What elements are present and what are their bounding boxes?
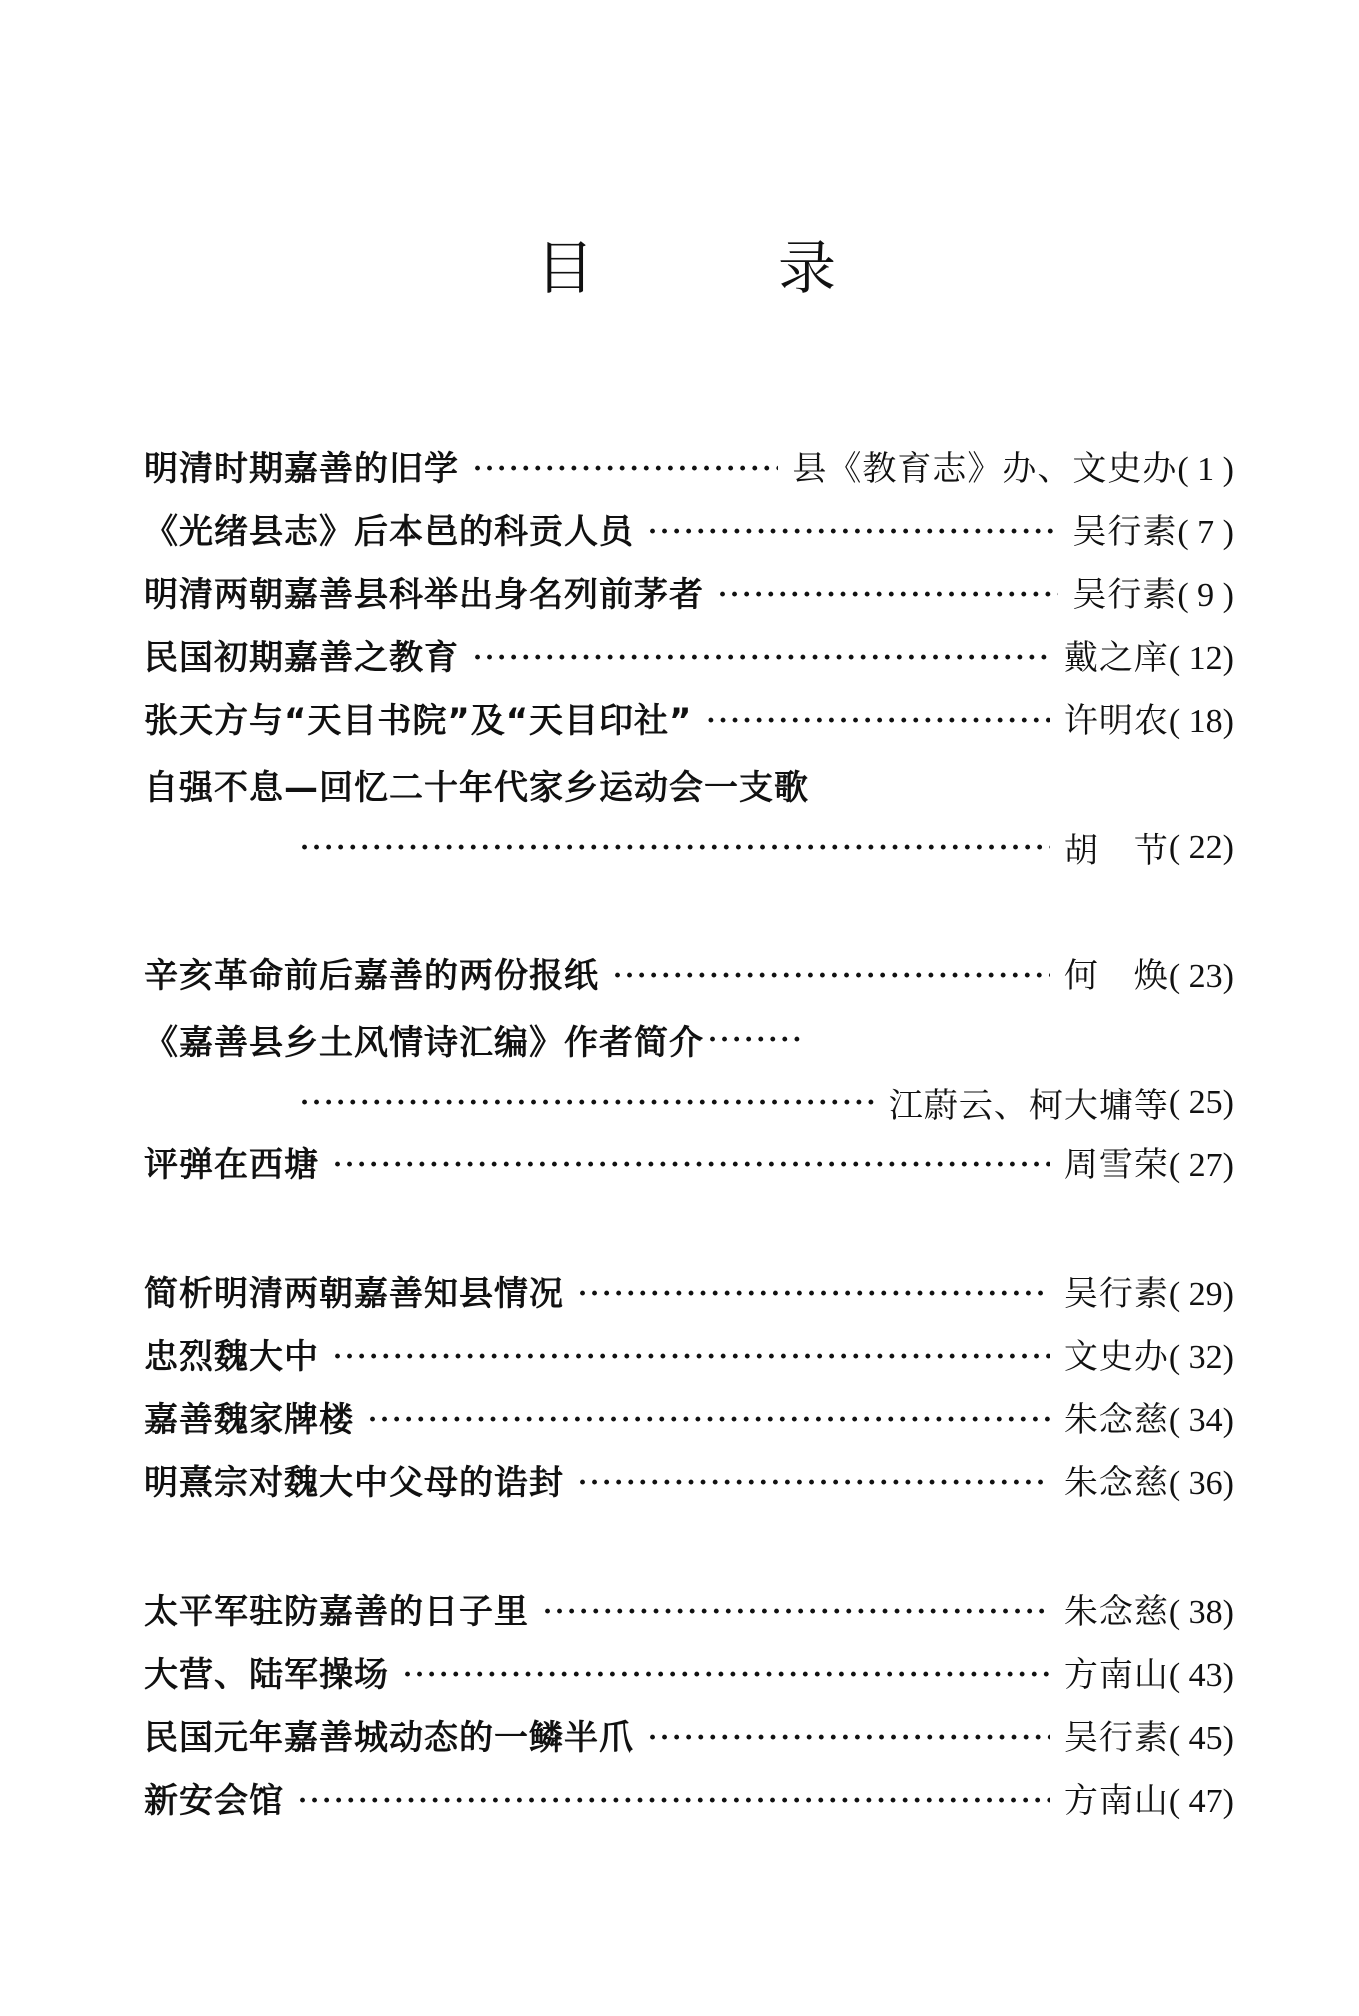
toc-entry[interactable] — [144, 1707, 1234, 1770]
toc-entry-wrapped-leader[interactable] — [144, 816, 1234, 879]
toc-entry[interactable] — [144, 501, 1234, 564]
entry-title: 民国元年嘉善城动态的一鳞半爪 — [144, 1718, 634, 1758]
entry-author: 胡 节 — [1063, 831, 1169, 871]
entry-page: ( 12) — [1168, 640, 1234, 677]
entry-author: 朱念慈 — [1063, 1463, 1169, 1503]
entry-title: 嘉善魏家牌楼 — [144, 1400, 354, 1440]
leader-dots — [648, 1707, 1050, 1770]
entry-page: ( 7 ) — [1177, 514, 1234, 551]
entry-page: ( 9 ) — [1177, 577, 1234, 614]
entry-title: 简析明清两朝嘉善知县情况 — [144, 1274, 564, 1314]
leader-dots — [578, 1452, 1050, 1515]
entry-title: 忠烈魏大中 — [144, 1337, 319, 1377]
leader-dots — [648, 501, 1058, 564]
entry-author: 朱念慈 — [1063, 1400, 1169, 1440]
entry-author: 吴行素 — [1072, 512, 1178, 552]
entry-page: ( 27) — [1168, 1147, 1234, 1184]
toc-list — [144, 438, 1234, 1833]
leader-dots — [473, 627, 1050, 690]
toc-entry[interactable] — [144, 1326, 1234, 1389]
entry-page: ( 32) — [1168, 1339, 1234, 1376]
entry-title: 评弹在西塘 — [144, 1145, 319, 1185]
leader-dots — [333, 1134, 1050, 1197]
leader-dots — [300, 833, 1050, 863]
entry-author: 吴行素 — [1063, 1718, 1169, 1758]
page-title — [0, 228, 1359, 308]
entry-author: 吴行素 — [1063, 1274, 1169, 1314]
toc-entry[interactable] — [144, 945, 1234, 1008]
entry-title: 新安会馆 — [144, 1781, 284, 1821]
entry-title: 明熹宗对魏大中父母的诰封 — [144, 1463, 564, 1503]
entry-page: ( 23) — [1168, 958, 1234, 995]
toc-entry[interactable] — [144, 1134, 1234, 1197]
entry-author: 县《教育志》办、文史办 — [792, 449, 1178, 489]
entry-title: 《光绪县志》后本邑的科贡人员 — [144, 512, 634, 552]
leader-dots — [543, 1581, 1050, 1644]
entry-page: ( 47) — [1168, 1783, 1234, 1820]
toc-entry[interactable] — [144, 1389, 1234, 1452]
leader-dots — [298, 1770, 1050, 1833]
leader-dots — [368, 1389, 1050, 1452]
entry-title: 自强不息—回忆二十年代家乡运动会一支歌 — [144, 768, 809, 808]
entry-author: 戴之庠 — [1063, 638, 1169, 678]
entry-author: 周雪荣 — [1063, 1145, 1169, 1185]
entry-author: 朱念慈 — [1063, 1592, 1169, 1632]
entry-author: 文史办 — [1063, 1337, 1169, 1377]
toc-entry[interactable] — [144, 438, 1234, 501]
toc-entry[interactable] — [144, 627, 1234, 690]
entry-author: 何 焕 — [1063, 956, 1169, 996]
toc-entry[interactable] — [144, 1644, 1234, 1707]
entry-page: ( 36) — [1168, 1465, 1234, 1502]
leader-dots — [578, 1263, 1050, 1326]
title-char-2: 录 — [778, 234, 837, 302]
entry-page: ( 18) — [1168, 703, 1234, 740]
entry-page: ( 25) — [1168, 1083, 1234, 1121]
toc-entry[interactable] — [144, 1452, 1234, 1515]
title-char-1: 目 — [536, 234, 595, 302]
leader-dots — [300, 1088, 875, 1118]
entry-title: 张天方与“天目书院”及“天目印社” — [144, 701, 693, 741]
toc-entry[interactable] — [144, 1263, 1234, 1326]
entry-page: ( 34) — [1168, 1402, 1234, 1439]
entry-author: 方南山 — [1063, 1655, 1169, 1695]
toc-entry[interactable] — [144, 1770, 1234, 1833]
entry-author: 江蔚云、柯大墉等 — [888, 1086, 1169, 1126]
leader-dots — [718, 564, 1058, 627]
entry-page: ( 22) — [1168, 828, 1234, 866]
entry-title: 明清时期嘉善的旧学 — [144, 449, 459, 489]
entry-title: 《嘉善县乡土风情诗汇编》作者简介 — [144, 1023, 704, 1063]
leader-dots — [613, 945, 1050, 1008]
entry-page: ( 38) — [1168, 1594, 1234, 1631]
leader-dots — [706, 690, 1049, 753]
entry-title: 民国初期嘉善之教育 — [144, 638, 459, 678]
entry-title: 大营、陆军操场 — [144, 1655, 389, 1695]
toc-entry-wrapped-title[interactable] — [144, 753, 1234, 816]
toc-entry-wrapped-title[interactable] — [144, 1008, 1234, 1071]
entry-author: 许明农 — [1063, 701, 1169, 741]
entry-title: 辛亥革命前后嘉善的两份报纸 — [144, 956, 599, 996]
leader-dots: ········ — [708, 1024, 805, 1055]
leader-dots — [473, 438, 778, 501]
entry-title: 明清两朝嘉善县科举出身名列前茅者 — [144, 575, 704, 615]
toc-entry-wrapped-leader[interactable] — [144, 1071, 1234, 1134]
toc-entry[interactable] — [144, 564, 1234, 627]
entry-page: ( 45) — [1168, 1720, 1234, 1757]
entry-author: 吴行素 — [1072, 575, 1178, 615]
leader-dots — [403, 1644, 1050, 1707]
toc-entry[interactable] — [144, 690, 1234, 753]
entry-author: 方南山 — [1063, 1781, 1169, 1821]
entry-page: ( 29) — [1168, 1276, 1234, 1313]
entry-page: ( 43) — [1168, 1657, 1234, 1694]
leader-dots — [333, 1326, 1050, 1389]
toc-entry[interactable] — [144, 1581, 1234, 1644]
entry-title: 太平军驻防嘉善的日子里 — [144, 1592, 529, 1632]
entry-page: ( 1 ) — [1177, 451, 1234, 488]
